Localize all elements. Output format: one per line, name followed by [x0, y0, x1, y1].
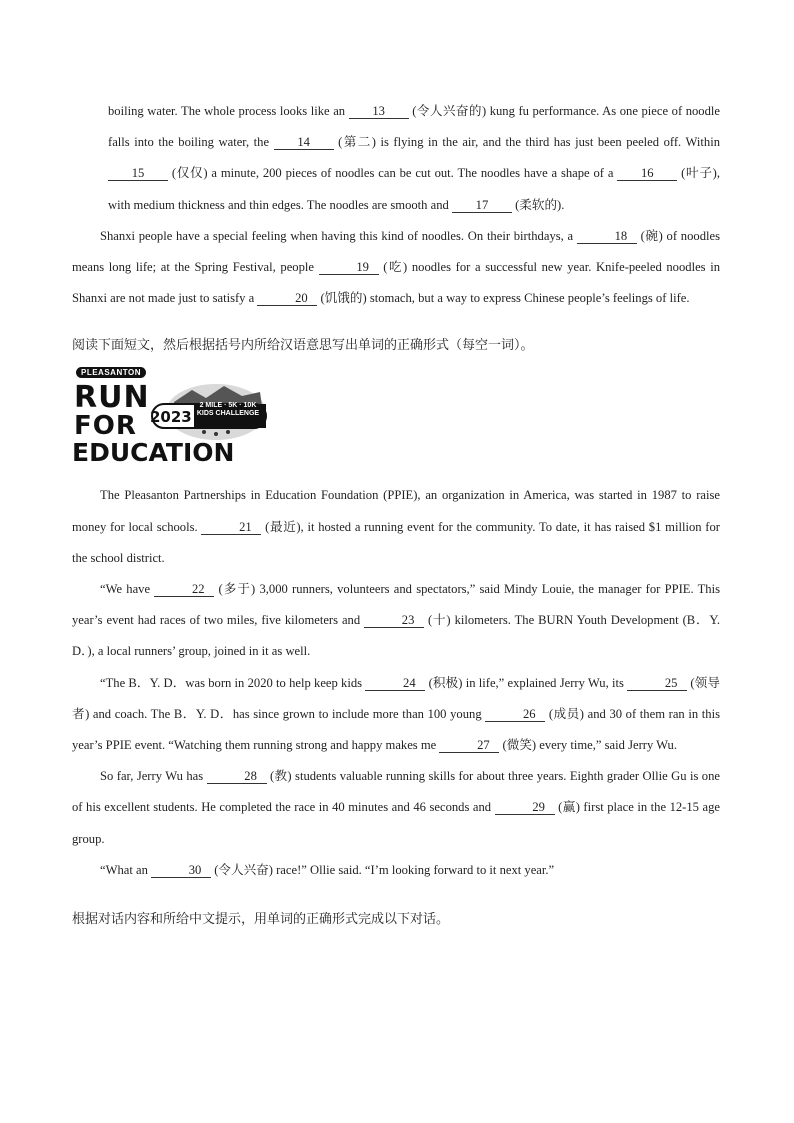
answer-blank[interactable]: 18 — [577, 229, 637, 244]
passage-text: (成员) and 30 of them ran in this year’s PPIE event. “Watching them running strong and happy makes me — [72, 706, 720, 753]
passage-text: (领导者) and coach. The B．Y. D．has since grown to include more than 100 young — [72, 675, 720, 721]
answer-blank[interactable]: 19 — [319, 260, 379, 275]
passage-text: So far, Jerry Wu has — [100, 769, 207, 784]
answer-blank[interactable]: 20 — [257, 291, 317, 306]
passage-text: (多于) 3,000 runners, volunteers and spectators,” said Mindy Louie, the manager for PPIE. This year’s event had races of two miles, five kilometers and — [72, 582, 720, 628]
passage-text: (教) students valuable running skills for about three years. Eighth grader Ollie Gu is one of his excellent students. He completed the race in 40 minutes and 46 seconds and — [72, 769, 720, 815]
answer-blank[interactable]: 21 — [201, 520, 261, 535]
passage-text: (第二) is flying in the air, and the third has just been peeled off. Within — [333, 135, 721, 150]
passage1-para1 — [72, 96, 720, 221]
passage-text: (积极) in life,” explained Jerry Wu, its — [425, 675, 628, 690]
passage-text: Shanxi people have a special feeling when having this kind of noodles. On their birthdays, a — [100, 228, 577, 243]
answer-blank[interactable]: 26 — [485, 707, 545, 722]
passage-text: (叶子), with medium thickness and thin edges. The noodles are smooth and — [108, 166, 720, 212]
answer-blank[interactable]: 13 — [349, 104, 409, 119]
passage-text: The Pleasanton Partnerships in Education Foundation (PPIE), an organization in America, was started in 1987 to raise money for local schools. — [72, 488, 720, 534]
passage2-para3 — [72, 668, 720, 762]
logo-race-line1: 2 MILE · 5K · 10K — [199, 402, 257, 410]
passage-text: (仅仅) a minute, 200 pieces of noodles can be cut out. The noodles have a shape of a — [168, 166, 618, 181]
passage-text: (令人兴奋的) kung fu performance. As one piece of noodle falls into the boiling water, the — [108, 104, 720, 150]
instruction-reading: 阅读下面短文，然后根据括号内所给汉语意思写出单词的正确形式（每空一词）。 — [72, 338, 534, 354]
passage2-para4 — [72, 761, 720, 855]
passage-text: (最近), it hosted a running event for the community. To date, it has raised $1 million for the school district. — [72, 519, 720, 565]
passage-text: “The B．Y. D．was born in 2020 to help keep kids — [100, 675, 366, 690]
passage-text: (令人兴奋) race!” Ollie said. “I’m looking forward to it next year.” — [211, 862, 555, 877]
passage-text: (饥饿的) stomach, but a way to express Chinese people’s feelings of life. — [317, 291, 690, 306]
logo-education: EDUCATION — [72, 438, 235, 468]
logo-run: RUN — [74, 380, 150, 416]
run-for-education-logo — [72, 364, 268, 474]
answer-blank[interactable]: 28 — [207, 769, 267, 784]
passage-text: boiling water. The whole process looks like an — [108, 104, 349, 118]
passage-text: (柔软的). — [511, 197, 565, 212]
logo-race-line2: KIDS CHALLENGE — [196, 410, 260, 418]
passage-text: (吃) noodles for a successful new year. Knife-peeled noodles in Shanxi are not made just to satisfy a — [72, 260, 720, 306]
passage1-para2 — [72, 221, 720, 315]
answer-blank[interactable]: 22 — [154, 582, 214, 597]
passage-text: (微笑) every time,” said Jerry Wu. — [499, 738, 678, 753]
passage-text: (赢) first place in the 12-15 age group. — [72, 800, 720, 846]
answer-blank[interactable]: 16 — [617, 166, 677, 181]
answer-blank[interactable]: 27 — [439, 738, 499, 753]
instruction-dialogue: 根据对话内容和所给中文提示，用单词的正确形式完成以下对话。 — [72, 912, 450, 928]
logo-top-text: PLEASANTON — [76, 367, 146, 378]
answer-blank[interactable]: 29 — [495, 800, 555, 815]
answer-blank[interactable]: 15 — [108, 166, 168, 181]
passage2-para2 — [72, 574, 720, 668]
logo-year: 2023 — [150, 408, 192, 427]
answer-blank[interactable]: 24 — [365, 676, 425, 691]
answer-blank[interactable]: 23 — [364, 613, 424, 628]
logo-race-text — [196, 402, 260, 418]
passage-text: “We have — [100, 582, 155, 597]
logo-for: FOR — [74, 411, 137, 442]
answer-blank[interactable]: 14 — [274, 135, 334, 150]
passage2-para5 — [72, 855, 720, 886]
passage-text: “What an — [100, 862, 152, 877]
passage2-para1 — [72, 480, 720, 574]
passage-text: (十) kilometers. The BURN Youth Development (B．Y. D．), a local runners’ group, joined in it as well. — [72, 613, 720, 659]
page — [72, 96, 720, 930]
answer-blank[interactable]: 25 — [627, 676, 687, 691]
answer-blank[interactable]: 30 — [151, 863, 211, 878]
passage-text: (碗) of noodles means long life; at the Spring Festival, people — [72, 228, 720, 275]
answer-blank[interactable]: 17 — [452, 198, 512, 213]
